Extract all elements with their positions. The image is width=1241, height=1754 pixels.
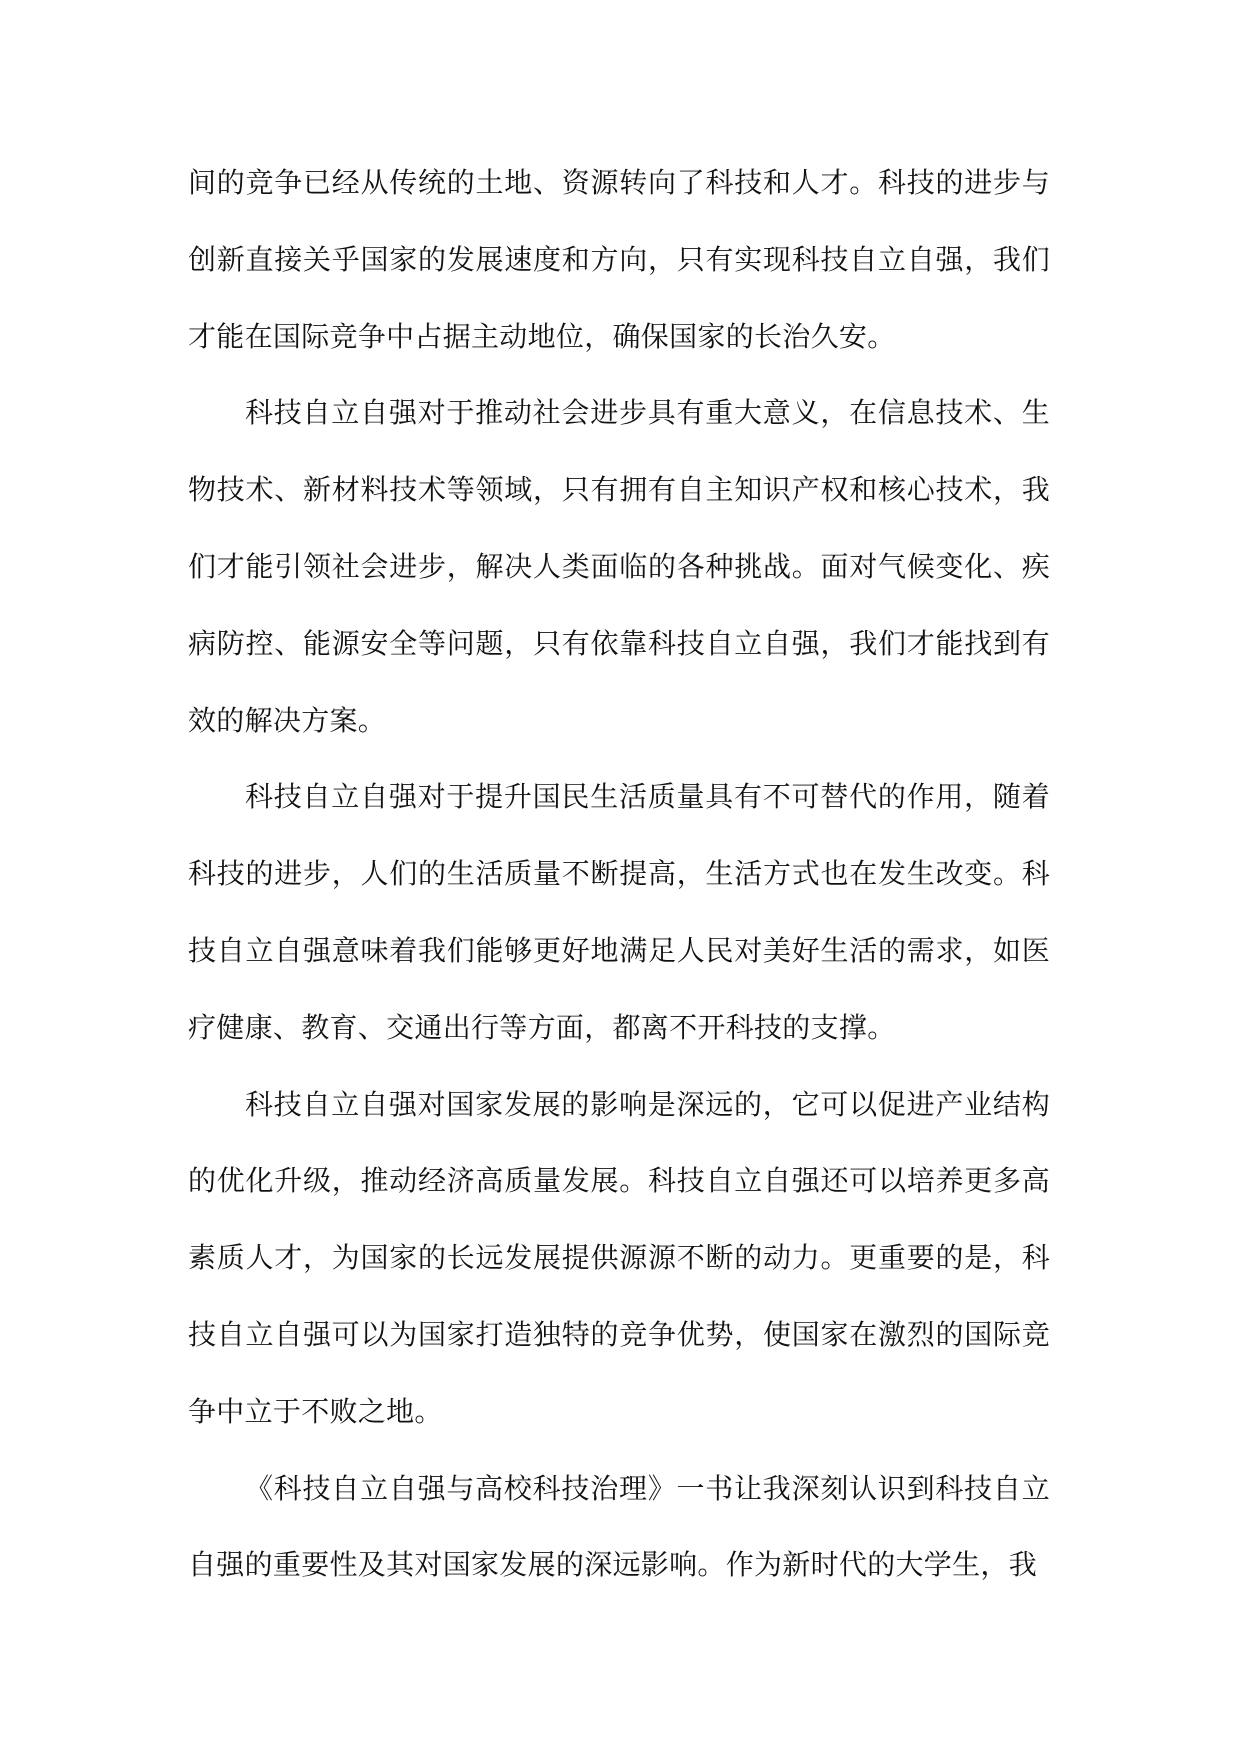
paragraph-book-reflection: 《科技自立自强与高校科技治理》一书让我深刻认识到科技自立自强的重要性及其对国家发展的深远影响。作为新时代的大学生，我: [188, 1471, 1050, 1582]
paragraph-national-development: 科技自立自强对国家发展的影响是深远的，它可以促进产业结构的优化升级，推动经济高质量发展。科技自立自强还可以培养更多高素质人才，为国家的长远发展提供源源不断的动力。更重要的是，科技自立自强可以为国家打造独特的竞争优势，使国家在激烈的国际竞争中立于不败之地。: [188, 1087, 1050, 1428]
paragraph-continuation: 间的竞争已经从传统的土地、资源转向了科技和人才。科技的进步与创新直接关乎国家的发展速度和方向，只有实现科技自立自强，我们才能在国际竞争中占据主动地位，确保国家的长治久安。: [188, 166, 1050, 353]
document-body: [188, 145, 1050, 1604]
paragraph-quality-of-life: 科技自立自强对于提升国民生活质量具有不可替代的作用，随着科技的进步，人们的生活质量不断提高，生活方式也在发生改变。科技自立自强意味着我们能够更好地满足人民对美好生活的需求，如医疗健康、教育、交通出行等方面，都离不开科技的支撑。: [188, 780, 1050, 1044]
paragraph-social-progress: 科技自立自强对于推动社会进步具有重大意义，在信息技术、生物技术、新材料技术等领域，只有拥有自主知识产权和核心技术，我们才能引领社会进步，解决人类面临的各种挑战。面对气候变化、疾病防控、能源安全等问题，只有依靠科技自立自强，我们才能找到有效的解决方案。: [188, 396, 1050, 737]
